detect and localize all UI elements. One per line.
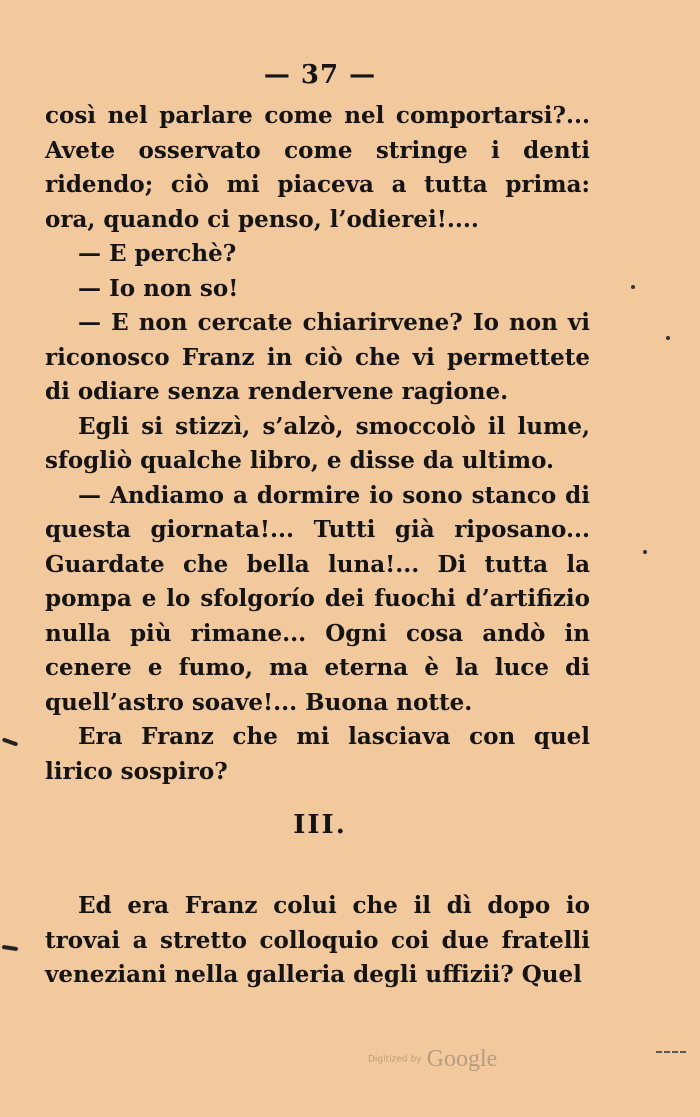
chapter-heading: III. (293, 810, 347, 840)
google-logo: Google (426, 1046, 498, 1072)
ink-speck (631, 285, 635, 289)
paragraph: — E non cercate chiarirvene? Io non vi riconosco Franz in ciò che vi permettete di odiare senza rendervene ragione. (45, 309, 590, 405)
paragraph: Egli si stizzì, s’alzò, smoccolò il lume, sfogliò qualche libro, e disse da ultimo. (45, 412, 590, 474)
paragraph: — Io non so! (78, 274, 239, 302)
paragraph: così nel parlare come nel comportarsi?... Avete osservato come stringe i denti ridendo; ciò mi piaceva a tutta prima: ora, quando ci penso, l’odierei!.... (45, 102, 590, 233)
margin-mark (2, 737, 18, 746)
paragraph: — Andiamo a dormire io sono stanco di questa giornata!... Tutti già riposano... Guardate che bella luna!... Di tutta la pompa e lo sfolgorío dei fuochi d’artifizio nulla più rimane... Ogni cosa andò in cenere e fumo, ma eterna è la luce di quell’astro soave!... Buona notte. (45, 481, 590, 716)
body-text-bottom (45, 889, 590, 993)
watermark-prefix: Digitized by (368, 1054, 422, 1065)
ink-speck (643, 550, 647, 554)
paragraph: Ed era Franz colui che il dì dopo io trovai a stretto colloquio coi due fratelli veneziani nella galleria degli uffizii? Quel (45, 892, 590, 988)
digitized-watermark (368, 1046, 497, 1073)
body-text-top (45, 99, 590, 789)
page-number: — 37 — (263, 60, 377, 90)
paragraph: — E perchè? (78, 240, 237, 267)
ink-speck (666, 336, 670, 340)
paragraph: Era Franz che mi lasciava con quel lirico sospiro? (45, 723, 590, 785)
edge-mark (656, 1051, 686, 1053)
margin-mark (2, 945, 18, 951)
